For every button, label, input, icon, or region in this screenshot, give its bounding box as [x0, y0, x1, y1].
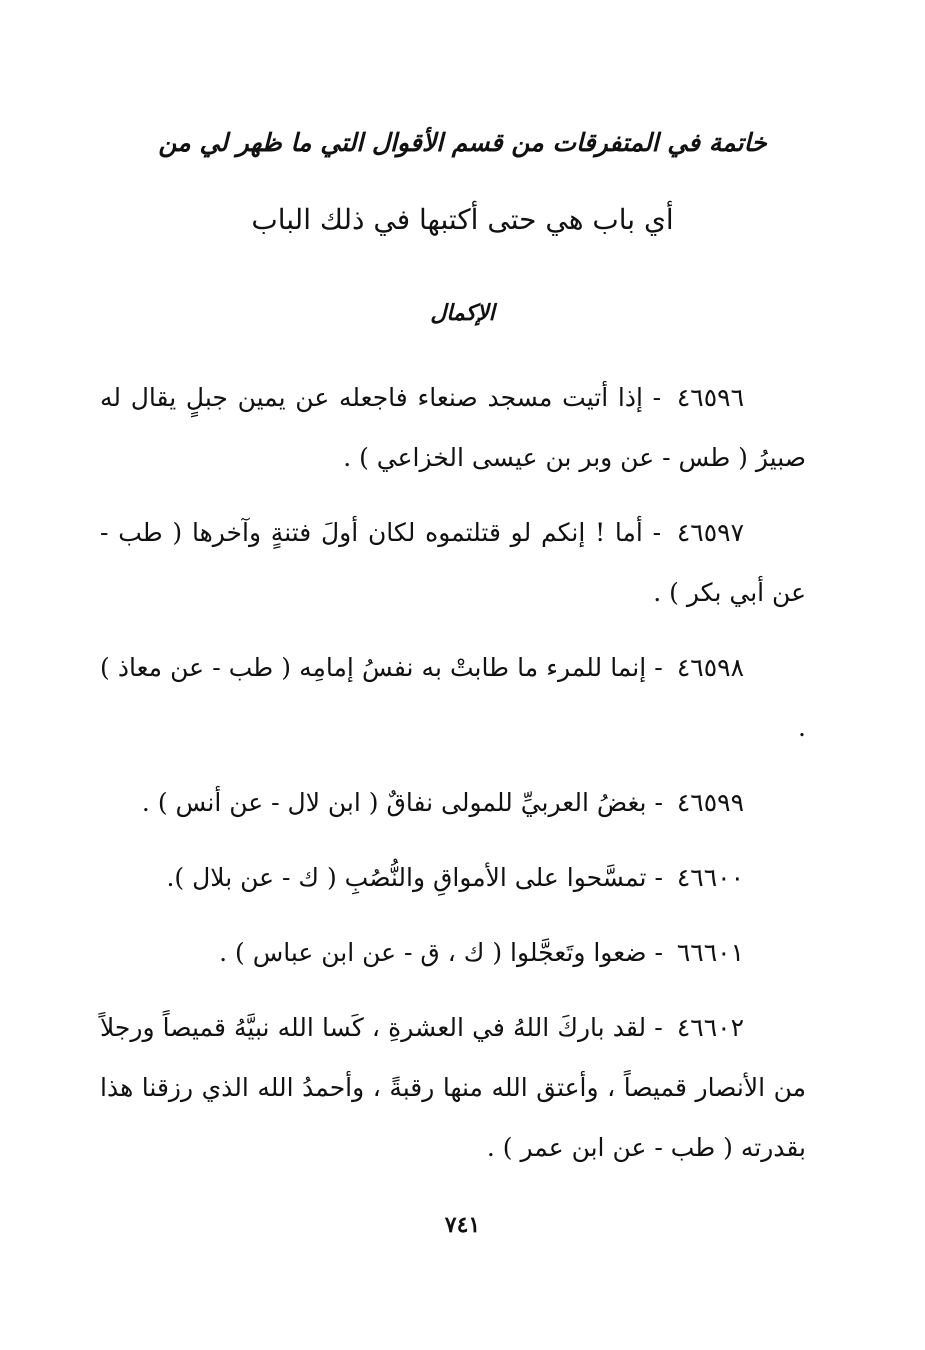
page-number: ٧٤١: [444, 1212, 481, 1238]
hadith-entry: [100, 773, 806, 833]
section-title-line-1: خاتمة في المتفرقات من قسم الأقوال التي ما ظهر لي من: [158, 128, 767, 157]
hadith-text: - إذا أتيت مسجد صنعاء فاجعله عن يمين جبلٍ يقال له صبيرُ ( طس - عن وبر بن عيسى الخزاعي ) .: [100, 383, 806, 472]
hadith-number: ٤٦٥٩٧: [676, 518, 744, 547]
hadith-number: ٤٦٥٩٨: [676, 653, 744, 682]
hadith-number: ٤٦٦٠٢: [676, 1013, 744, 1042]
hadith-text: - بغضُ العربيِّ للمولى نفاقٌ ( ابن لال - عن أنس ) .: [141, 788, 663, 817]
hadith-entry: [100, 923, 806, 983]
hadith-number: ٤٦٦٠٠: [676, 863, 744, 892]
hadith-number: ٦٦٦٠١: [676, 938, 744, 967]
hadith-text: - لقد باركَ اللهُ في العشرةِ ، كَسا الله نبيَّهُ قميصاً ورجلاً من الأنصار قميصاً ، وأعتق الله منها رقبةً ، وأحمدُ الله الذي رزقنا هذا بقدرته ( طب - عن ابن عمر ) .: [100, 1013, 806, 1162]
hadith-number: ٤٦٥٩٦: [676, 383, 744, 412]
section-title-line-2: أي باب هي حتى أكتبها في ذلك الباب: [251, 203, 674, 236]
hadith-entry: [100, 638, 806, 758]
hadith-entry: [100, 998, 806, 1178]
hadith-entry: [100, 848, 806, 908]
hadith-entry: [100, 368, 806, 488]
hadith-text: - ضعوا وتَعجَّلوا ( ك ، ق - عن ابن عباس ) .: [219, 938, 663, 967]
subheading: الإكمال: [430, 300, 495, 326]
hadith-list: [100, 368, 806, 1193]
hadith-text: - تمسَّحوا على الأمواقِ والنُّصُبِ ( ك - عن بلال ).: [166, 863, 663, 892]
hadith-text: - أما ! إنكم لو قتلتموه لكان أولَ فتنةٍ وآخرها ( طب - عن أبي بكر ) .: [100, 518, 806, 607]
hadith-text: - إنما للمرء ما طابتْ به نفسُ إمامِه ( طب - عن معاذ ) .: [100, 653, 806, 742]
hadith-number: ٤٦٥٩٩: [676, 788, 744, 817]
hadith-entry: [100, 503, 806, 623]
